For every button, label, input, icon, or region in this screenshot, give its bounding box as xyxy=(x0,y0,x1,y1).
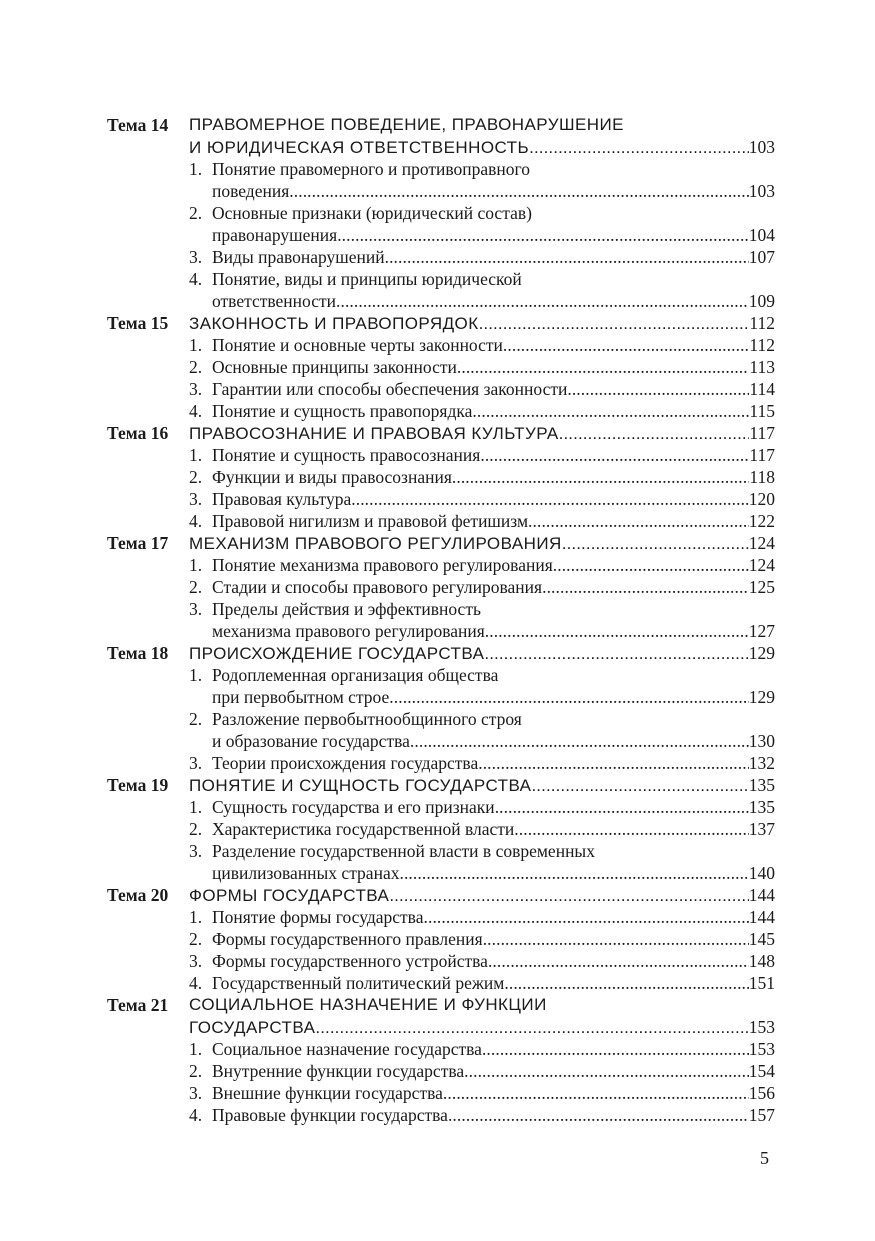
subtopic-line[interactable] xyxy=(189,356,775,378)
subtopic-line[interactable] xyxy=(189,840,775,862)
subtopic-line[interactable] xyxy=(189,620,775,642)
subtopic-number: 1. xyxy=(189,797,203,817)
dot-leader xyxy=(485,620,749,642)
dot-leader xyxy=(528,510,749,532)
toc-topic[interactable] xyxy=(107,532,775,642)
topic-body xyxy=(189,422,775,532)
topic-title: ПРАВОСОЗНАНИЕ И ПРАВОВАЯ КУЛЬТУРА xyxy=(189,424,559,443)
subtopic-page-number: 148 xyxy=(748,951,775,971)
subtopic-title: Основные признаки (юридический состав) xyxy=(212,203,532,223)
dot-leader xyxy=(315,1017,748,1039)
dot-leader xyxy=(472,400,749,422)
subtopic-title: Понятие правомерного и противоправного xyxy=(212,159,531,179)
subtopic-title: Понятие и сущность правопорядка xyxy=(212,401,473,421)
subtopic-number: 4. xyxy=(189,1105,203,1125)
table-of-contents xyxy=(107,114,775,1126)
topic-page-number: 129 xyxy=(748,643,775,663)
subtopic-number: 4. xyxy=(189,401,203,421)
subtopic-title: Социальное назначение государства xyxy=(212,1039,482,1059)
subtopic-number: 3. xyxy=(189,379,203,399)
subtopic-title: Стадии и способы правового регулирования xyxy=(212,577,543,597)
subtopic-title: Разложение первобытнообщинного строя xyxy=(212,709,522,729)
subtopic-page-number: 117 xyxy=(749,445,775,465)
subtopic-page-number: 144 xyxy=(748,907,775,927)
subtopic-title: ответственности xyxy=(212,291,336,311)
subtopic-title: и образование государства xyxy=(212,731,410,751)
topic-title-line xyxy=(189,312,775,334)
subtopic-page-number: 132 xyxy=(748,753,775,773)
subtopic-page-number: 137 xyxy=(748,819,775,839)
subtopic-page-number: 127 xyxy=(748,621,775,641)
subtopic-number: 2. xyxy=(189,203,203,223)
subtopic-title: механизма правового регулирования xyxy=(212,621,485,641)
dot-leader xyxy=(488,950,749,972)
subtopic-line[interactable] xyxy=(189,400,775,422)
subtopic-line[interactable] xyxy=(189,1060,775,1082)
subtopic-number: 2. xyxy=(189,709,203,729)
subtopic-page-number: 114 xyxy=(749,379,775,399)
subtopic-page-number: 118 xyxy=(749,467,775,487)
topic-title-line xyxy=(189,136,775,158)
subtopic-number: 3. xyxy=(189,1083,203,1103)
topic-title-line xyxy=(189,642,775,664)
topic-title-line xyxy=(189,532,775,554)
dot-leader xyxy=(480,444,749,466)
dot-leader xyxy=(457,356,750,378)
subtopic-line[interactable] xyxy=(189,730,775,752)
subtopic-line[interactable] xyxy=(189,708,775,730)
topic-body xyxy=(189,114,775,312)
subtopic-number: 1. xyxy=(189,159,203,179)
subtopic-title: Формы государственного устройства xyxy=(212,951,488,971)
topic-body xyxy=(189,312,775,422)
dot-leader xyxy=(484,643,748,665)
topic-title-line xyxy=(189,884,775,906)
subtopic-line[interactable] xyxy=(189,972,775,994)
subtopic-line[interactable] xyxy=(189,290,775,312)
subtopic-line[interactable] xyxy=(189,752,775,774)
subtopic-number: 1. xyxy=(189,445,203,465)
subtopic-line[interactable] xyxy=(189,268,775,290)
toc-topic[interactable] xyxy=(107,422,775,532)
subtopic-title: Гарантии или способы обеспечения законности xyxy=(212,379,568,399)
subtopic-line[interactable] xyxy=(189,862,775,884)
topic-label: Тема 18 xyxy=(107,643,169,663)
subtopic-number: 3. xyxy=(189,599,203,619)
dot-leader xyxy=(529,137,749,159)
toc-topic[interactable] xyxy=(107,642,775,774)
subtopic-title: Родоплеменная организация общества xyxy=(212,665,499,685)
subtopic-title: Понятие механизма правового регулирования xyxy=(212,555,553,575)
topic-title-line xyxy=(189,994,775,1016)
subtopic-line[interactable] xyxy=(189,202,775,224)
subtopic-title: поведения xyxy=(212,181,290,201)
subtopic-page-number: 109 xyxy=(748,291,775,311)
subtopic-title: Понятие, виды и принципы юридической xyxy=(212,269,522,289)
dot-leader xyxy=(562,533,749,555)
topic-title: МЕХАНИЗМ ПРАВОВОГО РЕГУЛИРОВАНИЯ xyxy=(189,534,562,553)
subtopic-number: 1. xyxy=(189,335,203,355)
topic-label: Тема 17 xyxy=(107,533,169,553)
subtopic-line[interactable] xyxy=(189,488,775,510)
dot-leader xyxy=(452,466,750,488)
dot-leader xyxy=(448,1104,749,1126)
subtopic-page-number: 124 xyxy=(748,555,775,575)
subtopic-page-number: 156 xyxy=(748,1083,775,1103)
subtopic-title: цивилизованных странах xyxy=(212,863,400,883)
topic-title-line xyxy=(189,1016,775,1038)
subtopic-number: 3. xyxy=(189,489,203,509)
subtopic-line[interactable] xyxy=(189,246,775,268)
toc-topic[interactable] xyxy=(107,884,775,994)
subtopic-page-number: 107 xyxy=(748,247,775,267)
topic-page-number: 153 xyxy=(748,1017,775,1037)
dot-leader xyxy=(443,1082,749,1104)
subtopic-page-number: 112 xyxy=(749,335,775,355)
subtopic-title: Пределы действия и эффективность xyxy=(212,599,481,619)
subtopic-page-number: 153 xyxy=(748,1039,775,1059)
subtopic-title: правонарушения xyxy=(212,225,338,245)
subtopic-page-number: 154 xyxy=(748,1061,775,1081)
subtopic-number: 2. xyxy=(189,577,203,597)
dot-leader xyxy=(567,378,749,400)
dot-leader xyxy=(542,576,749,598)
subtopic-line[interactable] xyxy=(189,510,775,532)
subtopic-line[interactable] xyxy=(189,664,775,686)
subtopic-number: 1. xyxy=(189,555,203,575)
topic-label: Тема 20 xyxy=(107,885,169,905)
subtopic-line[interactable] xyxy=(189,466,775,488)
topic-title: ЗАКОННОСТЬ И ПРАВОПОРЯДОК xyxy=(189,314,479,333)
dot-leader xyxy=(479,313,750,335)
topic-label: Тема 16 xyxy=(107,423,169,443)
subtopic-page-number: 135 xyxy=(748,797,775,817)
topic-page-number: 124 xyxy=(748,533,775,553)
topic-label: Тема 14 xyxy=(107,115,169,135)
topic-title: ГОСУДАРСТВА xyxy=(189,1018,316,1037)
subtopic-number: 2. xyxy=(189,467,203,487)
subtopic-line[interactable] xyxy=(189,334,775,356)
dot-leader xyxy=(559,423,750,445)
topic-title: ПРОИСХОЖДЕНИЕ ГОСУДАРСТВА xyxy=(189,644,485,663)
subtopic-page-number: 120 xyxy=(748,489,775,509)
subtopic-page-number: 145 xyxy=(748,929,775,949)
dot-leader xyxy=(399,862,748,884)
topic-title-line xyxy=(189,114,775,136)
subtopic-line[interactable] xyxy=(189,796,775,818)
dot-leader xyxy=(503,334,749,356)
topic-title-line xyxy=(189,422,775,444)
subtopic-title: Характеристика государственной власти xyxy=(212,819,515,839)
topic-title: ПРАВОМЕРНОЕ ПОВЕДЕНИЕ, ПРАВОНАРУШЕНИЕ xyxy=(189,115,624,134)
subtopic-number: 3. xyxy=(189,841,203,861)
subtopic-number: 2. xyxy=(189,357,203,377)
subtopic-page-number: 122 xyxy=(748,511,775,531)
dot-leader xyxy=(410,730,749,752)
subtopic-line[interactable] xyxy=(189,1082,775,1104)
subtopic-page-number: 115 xyxy=(749,401,775,421)
topic-page-number: 112 xyxy=(749,313,775,333)
subtopic-title: Функции и виды правосознания xyxy=(212,467,452,487)
subtopic-number: 1. xyxy=(189,665,203,685)
subtopic-title: Сущность государства и его признаки xyxy=(212,797,495,817)
dot-leader xyxy=(495,796,749,818)
subtopic-line[interactable] xyxy=(189,1038,775,1060)
dot-leader xyxy=(553,554,749,576)
subtopic-title: Разделение государственной власти в современных xyxy=(212,841,595,861)
topic-body xyxy=(189,532,775,642)
dot-leader xyxy=(336,290,749,312)
subtopic-line[interactable] xyxy=(189,928,775,950)
topic-title: ПОНЯТИЕ И СУЩНОСТЬ ГОСУДАРСТВА xyxy=(189,776,532,795)
topic-title: СОЦИАЛЬНОЕ НАЗНАЧЕНИЕ И ФУНКЦИИ xyxy=(189,995,547,1014)
subtopic-title: Внешние функции государства xyxy=(212,1083,443,1103)
toc-topic[interactable] xyxy=(107,114,775,312)
subtopic-page-number: 103 xyxy=(748,181,775,201)
dot-leader xyxy=(351,488,749,510)
subtopic-number: 3. xyxy=(189,753,203,773)
subtopic-number: 3. xyxy=(189,247,203,267)
topic-label: Тема 15 xyxy=(107,313,169,333)
subtopic-line[interactable] xyxy=(189,576,775,598)
topic-body xyxy=(189,884,775,994)
subtopic-title: Понятие и сущность правосознания xyxy=(212,445,481,465)
subtopic-number: 4. xyxy=(189,511,203,531)
dot-leader xyxy=(514,818,748,840)
dot-leader xyxy=(385,246,749,268)
subtopic-title: при первобытном строе xyxy=(212,687,390,707)
topic-page-number: 135 xyxy=(748,775,775,795)
subtopic-page-number: 125 xyxy=(748,577,775,597)
toc-topic[interactable] xyxy=(107,774,775,884)
subtopic-page-number: 130 xyxy=(748,731,775,751)
subtopic-page-number: 140 xyxy=(748,863,775,883)
dot-leader xyxy=(389,686,748,708)
dot-leader xyxy=(483,928,749,950)
subtopic-number: 3. xyxy=(189,951,203,971)
dot-leader xyxy=(389,885,748,907)
subtopic-page-number: 129 xyxy=(748,687,775,707)
subtopic-line[interactable] xyxy=(189,554,775,576)
subtopic-title: Теории происхождения государства xyxy=(212,753,479,773)
toc-topic[interactable] xyxy=(107,312,775,422)
subtopic-title: Виды правонарушений xyxy=(212,247,385,267)
subtopic-number: 4. xyxy=(189,973,203,993)
subtopic-page-number: 157 xyxy=(748,1105,775,1125)
dot-leader xyxy=(289,180,748,202)
subtopic-line[interactable] xyxy=(189,444,775,466)
topic-label: Тема 21 xyxy=(107,995,169,1015)
dot-leader xyxy=(464,1060,749,1082)
topic-page-number: 117 xyxy=(749,423,775,443)
dot-leader xyxy=(337,224,749,246)
topic-title: ФОРМЫ ГОСУДАРСТВА xyxy=(189,886,390,905)
subtopic-number: 1. xyxy=(189,907,203,927)
subtopic-line[interactable] xyxy=(189,180,775,202)
topic-page-number: 103 xyxy=(748,137,775,157)
subtopic-title: Внутренние функции государства xyxy=(212,1061,465,1081)
subtopic-line[interactable] xyxy=(189,598,775,620)
subtopic-line[interactable] xyxy=(189,378,775,400)
subtopic-number: 2. xyxy=(189,929,203,949)
dot-leader xyxy=(478,752,749,774)
topic-page-number: 144 xyxy=(748,885,775,905)
subtopic-title: Правовая культура xyxy=(212,489,352,509)
topic-title-line xyxy=(189,774,775,796)
dot-leader xyxy=(424,906,749,928)
subtopic-number: 1. xyxy=(189,1039,203,1059)
dot-leader xyxy=(482,1038,749,1060)
subtopic-title: Понятие формы государства xyxy=(212,907,424,927)
subtopic-page-number: 113 xyxy=(749,357,775,377)
subtopic-title: Понятие и основные черты законности xyxy=(212,335,503,355)
subtopic-title: Государственный политический режим xyxy=(212,973,505,993)
subtopic-title: Формы государственного правления xyxy=(212,929,483,949)
subtopic-title: Правовые функции государства xyxy=(212,1105,448,1125)
subtopic-line[interactable] xyxy=(189,818,775,840)
subtopic-line[interactable] xyxy=(189,906,775,928)
subtopic-page-number: 104 xyxy=(748,225,775,245)
topic-body xyxy=(189,994,775,1126)
subtopic-line[interactable] xyxy=(189,686,775,708)
subtopic-title: Правовой нигилизм и правовой фетишизм xyxy=(212,511,529,531)
subtopic-line[interactable] xyxy=(189,224,775,246)
subtopic-line[interactable] xyxy=(189,1104,775,1126)
dot-leader xyxy=(504,972,748,994)
topic-body xyxy=(189,774,775,884)
page-number: 5 xyxy=(760,1148,769,1168)
subtopic-number: 4. xyxy=(189,269,203,289)
subtopic-number: 2. xyxy=(189,1061,203,1081)
subtopic-line[interactable] xyxy=(189,950,775,972)
subtopic-line[interactable] xyxy=(189,158,775,180)
topic-title: И ЮРИДИЧЕСКАЯ ОТВЕТСТВЕННОСТЬ xyxy=(189,138,530,157)
topic-body xyxy=(189,642,775,774)
dot-leader xyxy=(531,775,748,797)
subtopic-number: 2. xyxy=(189,819,203,839)
topic-label: Тема 19 xyxy=(107,775,169,795)
toc-topic[interactable] xyxy=(107,994,775,1126)
subtopic-title: Основные принципы законности xyxy=(212,357,457,377)
subtopic-page-number: 151 xyxy=(748,973,775,993)
